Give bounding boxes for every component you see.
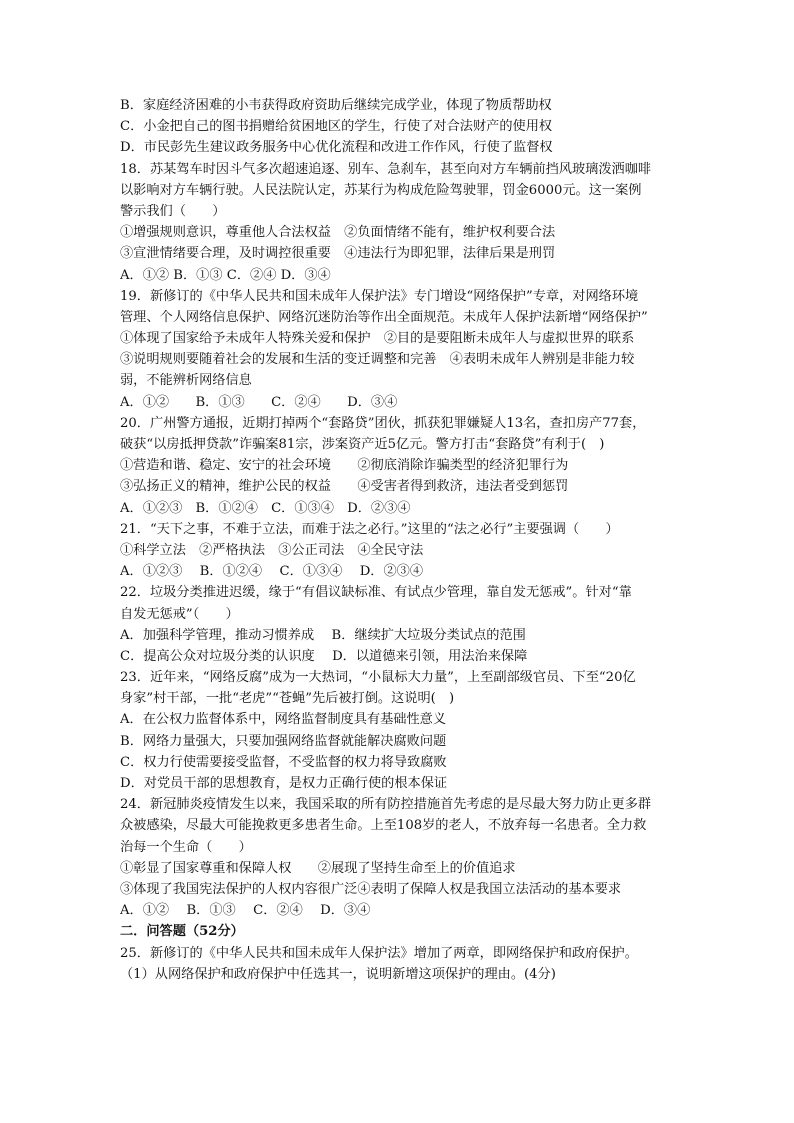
question-24: 24．新冠肺炎疫情发生以来，我国采取的所有防控措施首先考虑的是尽最大努力防止更多群 [120, 797, 652, 813]
question-25: 25．新修订的《中华人民共和国未成年人保护法》增加了两章，即网络保护和政府保护。 [120, 945, 638, 961]
text-line: 众被感染，尽最大可能挽救更多患者生命。上至108岁的老人，不放弃每一名患者。全力救 [120, 818, 647, 834]
answer-option: D．对党员干部的思想教育，是权力正确行使的根本保证 [120, 776, 448, 791]
text-line: 破获“以房抵押贷款”诈骗案81宗，涉案资产近5亿元。警方打击“套路贷”有利于( ) [120, 437, 605, 452]
question-20: 20．广州警方通报，近期打掉两个“套路贷”团伙，抓获犯罪嫌疑人13名，查扣房产77套， [120, 415, 646, 431]
text-line: 以影响对方车辆行驶。人民法院认定，苏某行为构成危险驾驶罪，罚金6000元。这一案例 [120, 182, 642, 198]
text-line: B．家庭经济困难的小韦获得政府资助后继续完成学业，体现了物质帮助权 [120, 98, 552, 113]
answer-options: A．加强科学管理，推动习惯养成 B．继续扩大垃圾分类试点的范围 [120, 627, 526, 643]
answer-option: A．在公权力监督体系中，网络监督制度具有基础性意义 [120, 712, 447, 728]
text-line: 管理、个人网络信息保护、网络沉迷防治等作出全面规范。未成年人保护法新增“网络保护” [120, 309, 648, 325]
text-line: 自发无惩戒”（ ） [120, 606, 239, 622]
section-heading: 二．问答题（52分） [120, 924, 244, 940]
text-line: ③体现了我国宪法保护的人权内容很广泛④表明了保障人权是我国立法活动的基本要求 [120, 881, 622, 897]
question-18: 18．苏某驾车时因斗气多次超速追逐、别车、急刹车，甚至向对方车辆前挡风玻璃泼洒咖啡 [120, 161, 652, 177]
answer-option: C．权力行使需要接受监督，不受监督的权力将导致腐败 [120, 754, 447, 770]
text-line: 治每一个生命（ ） [120, 839, 252, 855]
answer-options: A．①② B．①③ C．②④ D．③④ [120, 267, 331, 283]
answer-options: A．①② B．①③ C．②④ D．③④ [120, 394, 398, 410]
text-line: ③宣泄情绪要合理，及时调控很重要 ④违法行为即犯罪，法律后果是刑罚 [120, 246, 556, 262]
answer-option: B．网络力量强大，只要加强网络监督就能解决腐败问题 [120, 733, 447, 749]
sub-question: （1）从网络保护和政府保护中任选其一，说明新增这项保护的理由。(4分) [120, 966, 556, 982]
text-line: 身家”村干部，一批“老虎”“苍蝇”先后被打倒。这说明( ) [120, 691, 455, 707]
text-line: ①彰显了国家尊重和保障人权 ②展现了坚持生命至上的价值追求 [120, 860, 516, 876]
text-line: D．市民彭先生建议政务服务中心优化流程和改进工作作风，行使了监督权 [120, 140, 553, 156]
question-21: 21．“天下之事，不难于立法，而难于法之必行。”这里的“法之必行”主要强调（ ） [120, 521, 619, 537]
text-line: ①营造和谐、稳定、安宁的社会环境 ②彻底消除诈骗类型的经济犯罪行为 [120, 458, 569, 474]
answer-options: C．提高公众对垃圾分类的认识度 D．以道德来引领，用法治来保障 [120, 648, 528, 664]
text-line: ①体现了国家给予未成年人特殊关爱和保护 ②目的是要阻断未成年人与虚拟世界的联系 [120, 331, 635, 347]
text-line: ①科学立法 ②严格执法 ③公正司法 ④全民守法 [120, 542, 424, 558]
answer-options: A．①② B．①③ C．②④ D．③④ [120, 903, 371, 919]
text-line: 警示我们（ ） [120, 203, 226, 219]
question-19: 19．新修订的《中华人民共和国未成年人保护法》专门增设“网络保护”专章，对网络环境 [120, 288, 639, 304]
question-23: 23．近年来，“网络反腐”成为一大热词，“小鼠标大力量”，上至副部级官员、下至“20亿 [120, 670, 636, 686]
text-line: C．小金把自己的图书捐赠给贫困地区的学生，行使了对合法财产的使用权 [120, 119, 553, 135]
text-line: 弱，不能辨析网络信息 [120, 373, 252, 389]
answer-options: A．①②③ B．①②④ C．①③④ D．②③④ [120, 564, 424, 580]
text-line: ①增强规则意识，尊重他人合法权益 ②负面情绪不能有，维护权利要合法 [120, 225, 556, 241]
text-line: ③说明规则要随着社会的发展和生活的变迁调整和完善 ④表明未成年人辨别是非能力较 [120, 352, 635, 368]
answer-options: A．①②③ B．①②④ C．①③④ D．②③④ [120, 500, 411, 516]
question-22: 22．垃圾分类推进迟缓，缘于“有倡议缺标准、有试点少管理，靠自发无惩戒”。针对“靠 [120, 585, 632, 601]
text-line: ③弘扬正义的精神，维护公民的权益 ④受害者得到救济，违法者受到惩罚 [120, 479, 569, 495]
